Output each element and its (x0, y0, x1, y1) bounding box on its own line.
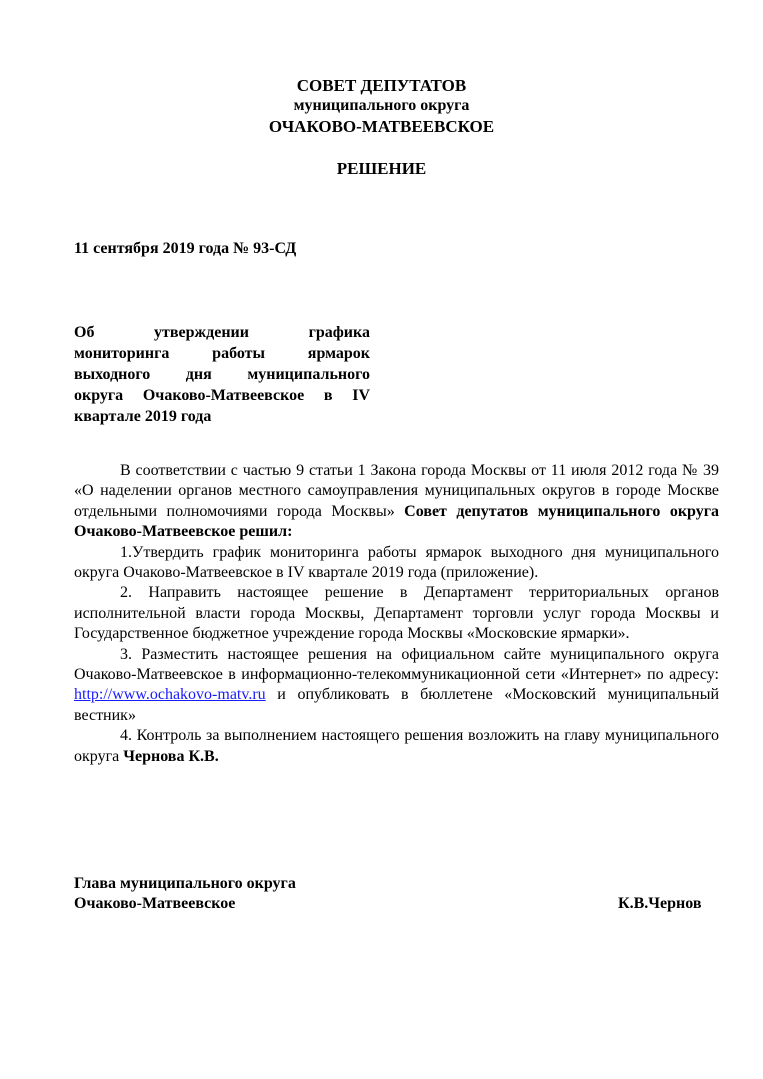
subject-line: выходного дня муниципального (74, 366, 370, 383)
signatory-title-line-2: Очаково-Матвеевское (74, 895, 236, 912)
preamble-text: В соответствии с частью 9 статьи 1 Закона города Москвы от 11 июля 2012 года № 39 «О наделении органов местного самоуправления муниципальных округов в городе Москве отдельными полномочиями города Москвы» (74, 462, 719, 520)
decision-subject (74, 322, 370, 427)
item-3-text: 3. Разместить настоящее решения на официальном сайте муниципального округа Очаково-Матвеевское в информационно-телекоммуникационной сети «Интернет» по адресу: (74, 645, 719, 684)
decision-date-number: 11 сентября 2019 года № 93-СД (74, 240, 297, 257)
website-link[interactable]: http://www.ochakovo-matv.ru (74, 686, 266, 704)
item-1-text: 1.Утвердить график мониторинга работы ярмарок выходного дня муниципального округа Очаково-Матвеевское в IV квартале 2019 года (приложение). (74, 543, 719, 582)
subject-line: округа Очаково-Матвеевское в IV (74, 387, 370, 404)
subject-line: квартале 2019 года (74, 408, 212, 425)
item-4-paragraph (74, 726, 719, 767)
decision-body (74, 461, 719, 767)
item-3-text-continued: и опубликовать в бюллетене «Московский муниципальный вестник» (74, 686, 720, 724)
item-4-bold-name: Чернова К.В. (123, 747, 219, 765)
council-heading: СОВЕТ ДЕПУТАТОВ (296, 76, 467, 95)
item-2-paragraph (74, 583, 719, 644)
item-3-paragraph (74, 645, 719, 727)
subject-line: мониторинга работы ярмарок (74, 345, 370, 362)
preamble-bold-text: Совет депутатов муниципального округа Очаково-Матвеевское решил: (74, 502, 719, 541)
subject-line: Об утверждении графика (74, 324, 370, 341)
item-4-text: 4. Контроль за выполнением настоящего решения возложить на главу муниципального округа (74, 727, 719, 765)
preamble-paragraph (74, 461, 719, 543)
signatory-name: К.В.Чернов (618, 895, 702, 912)
signatory-title-line-1: Глава муниципального округа (74, 875, 296, 892)
item-2-text: 2. Направить настоящее решение в Департамент территориальных органов исполнительной власти города Москвы, Департамент торговли услуг города Москвы и Государственное бюджетное учреждение города Москвы «Московские ярмарки». (74, 584, 719, 643)
district-heading: муниципального округа (293, 97, 470, 114)
district-name-heading: ОЧАКОВО-МАТВЕЕВСКОЕ (268, 117, 495, 136)
item-1-paragraph (74, 543, 719, 584)
signatory-title (74, 874, 296, 914)
decision-heading: РЕШЕНИЕ (336, 159, 427, 178)
